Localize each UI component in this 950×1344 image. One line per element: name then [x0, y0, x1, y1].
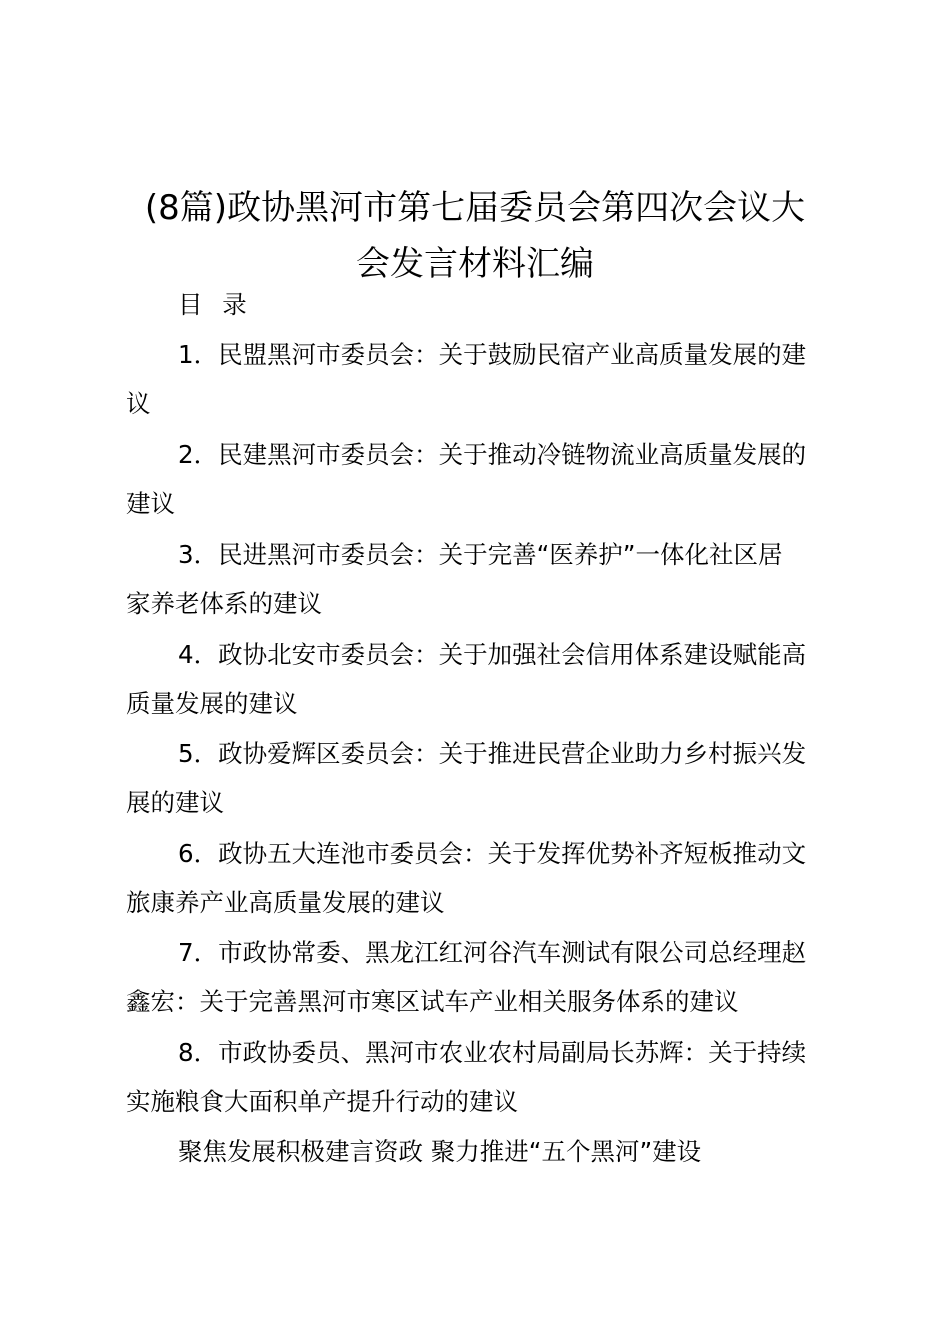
toc-item-6-line-2: 旅康养产业高质量发展的建议 — [126, 888, 445, 917]
toc-item-4-line-1: 4．政协北安市委员会：关于加强社会信用体系建设赋能高 — [178, 640, 807, 669]
toc-item-3 — [126, 530, 838, 628]
document-title — [110, 180, 840, 292]
toc-item-8 — [126, 1028, 838, 1126]
toc-item-1 — [126, 330, 838, 428]
toc-item-7-line-2: 鑫宏：关于完善黑河市寒区试车产业相关服务体系的建议 — [126, 987, 739, 1016]
toc-item-2 — [126, 430, 838, 528]
toc-item-7 — [126, 928, 838, 1026]
toc-item-4 — [126, 630, 838, 728]
title-line-1: (8篇)政协黑河市第七届委员会第四次会议大 — [144, 188, 806, 228]
toc-item-2-line-1: 2．民建黑河市委员会：关于推动冷链物流业高质量发展的 — [178, 440, 807, 469]
toc-item-6 — [126, 829, 838, 927]
toc-item-1-line-1: 1．民盟黑河市委员会：关于鼓励民宿产业高质量发展的建 — [178, 340, 807, 369]
toc-item-5-line-2: 展的建议 — [126, 788, 224, 817]
title-line-2: 会发言材料汇编 — [356, 244, 594, 284]
toc-item-5 — [126, 729, 838, 827]
toc-item-6-line-1: 6．政协五大连池市委员会：关于发挥优势补齐短板推动文 — [178, 839, 807, 868]
toc-heading: 目 录 — [178, 290, 253, 319]
toc-item-7-line-1: 7．市政协常委、黑龙江红河谷汽车测试有限公司总经理赵 — [178, 938, 807, 967]
toc-item-8-line-2: 实施粮食大面积单产提升行动的建议 — [126, 1087, 518, 1116]
toc-item-1-line-2: 议 — [126, 389, 151, 418]
toc-item-4-line-2: 质量发展的建议 — [126, 689, 298, 718]
toc-item-3-line-1: 3．民进黑河市委员会：关于完善“医养护”一体化社区居 — [178, 540, 783, 569]
toc-item-3-line-2: 家养老体系的建议 — [126, 589, 322, 618]
toc-item-8-line-1: 8．市政协委员、黑河市农业农村局副局长苏辉：关于持续 — [178, 1038, 807, 1067]
toc-item-5-line-1: 5．政协爱辉区委员会：关于推进民营企业助力乡村振兴发 — [178, 739, 807, 768]
toc-item-2-line-2: 建议 — [126, 489, 175, 518]
section-heading: 聚焦发展积极建言资政 聚力推进“五个黑河”建设 — [178, 1137, 702, 1166]
